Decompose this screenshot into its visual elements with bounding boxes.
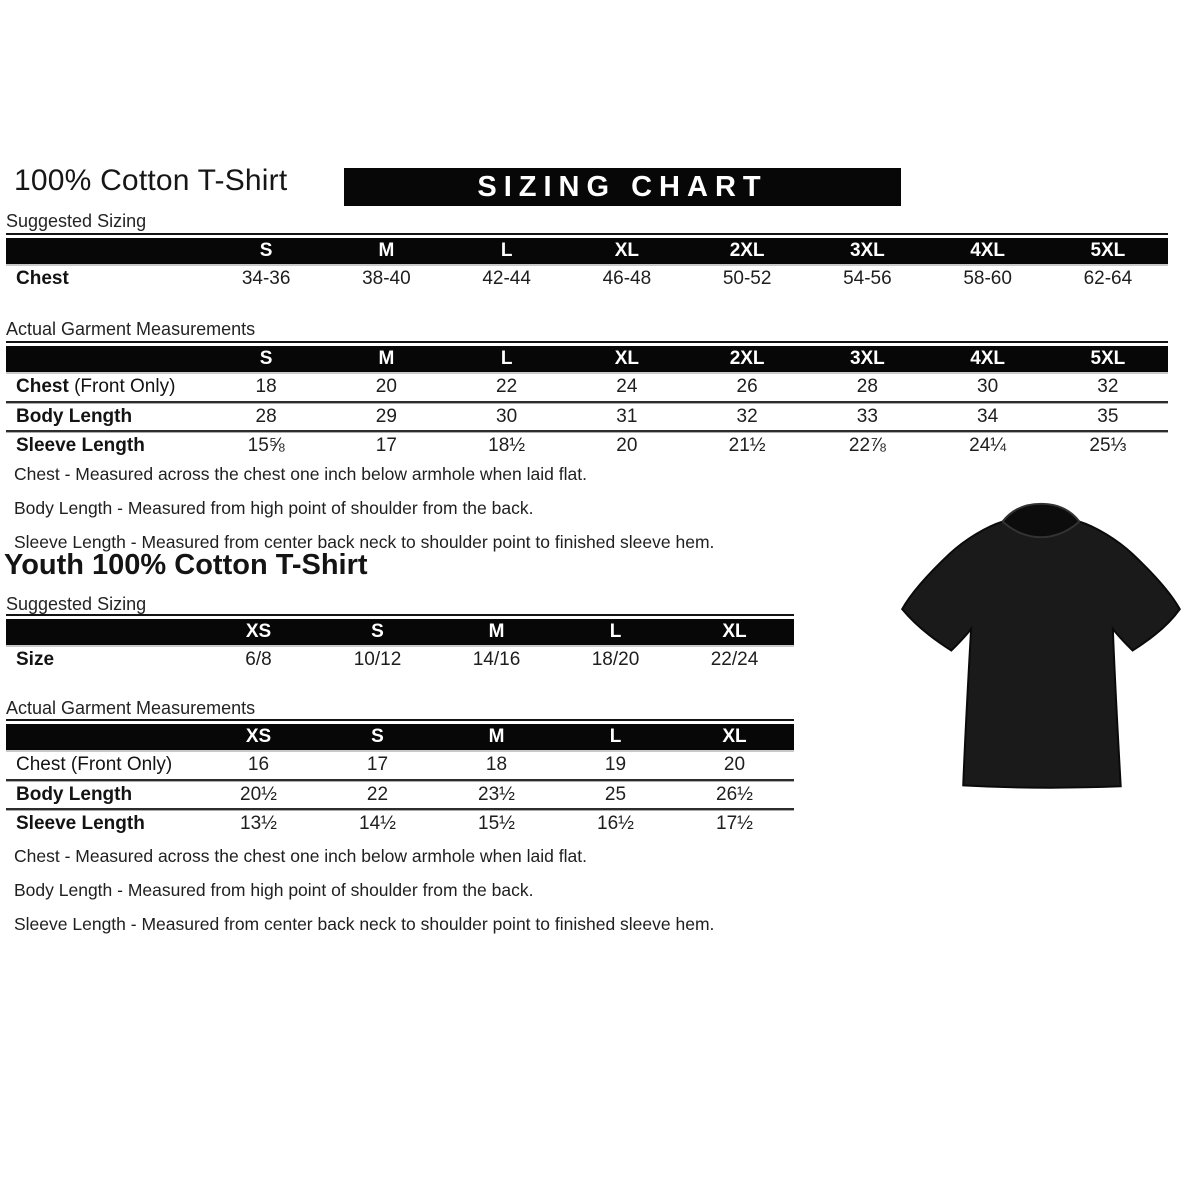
size-column-header: XL	[675, 724, 794, 750]
measurement-value: 14½	[318, 808, 437, 837]
size-column-header: S	[206, 346, 326, 372]
table-header-row	[6, 724, 794, 750]
size-column-header: 2XL	[687, 346, 807, 372]
measurement-value: 22	[318, 779, 437, 808]
youth-actual-table	[6, 724, 794, 837]
measurement-value: 25⅓	[1048, 430, 1168, 459]
tshirt-graphic	[890, 492, 1190, 807]
tshirt-body	[902, 522, 1180, 788]
measurement-value: 24	[616, 375, 638, 397]
row-label: Sleeve Length	[6, 808, 199, 837]
row-label: Chest (Front Only)	[16, 375, 176, 397]
note-chest: Chest - Measured across the chest one inch below armhole when laid flat.	[14, 846, 587, 866]
measurement-value: 17½	[675, 808, 794, 837]
sizing-chart-banner	[344, 168, 901, 206]
measurement-value: 18½	[447, 430, 567, 459]
note-sleeve-length: Sleeve Length - Measured from center back neck to shoulder point to finished sleeve hem.	[14, 914, 715, 934]
measurement-value: 16½	[556, 808, 675, 837]
note-body-length: Body Length - Measured from high point of shoulder from the back.	[14, 498, 534, 518]
measurement-value: 28	[856, 375, 878, 397]
measurement-value: 14/16	[472, 648, 521, 670]
corner-cell	[6, 724, 199, 750]
measurement-value: 30	[447, 401, 567, 430]
measurement-value: 20½	[199, 779, 318, 808]
banner-label: SIZING CHART	[477, 170, 768, 203]
table-header-row	[6, 346, 1168, 372]
size-column-header: S	[318, 619, 437, 645]
size-column-header: L	[556, 724, 675, 750]
adult-actual-table-wrap	[6, 341, 1168, 459]
corner-cell	[6, 346, 206, 372]
measurement-value: 28	[206, 401, 326, 430]
size-column-header: 3XL	[807, 346, 927, 372]
measurement-value: 17	[326, 430, 446, 459]
size-column-header: M	[437, 724, 556, 750]
note-chest: Chest - Measured across the chest one inch below armhole when laid flat.	[14, 464, 587, 484]
size-column-header: L	[447, 346, 567, 372]
measurement-value: 46-48	[602, 267, 652, 289]
size-column-header: L	[556, 619, 675, 645]
measurement-value: 18	[255, 375, 277, 397]
size-column-header: XL	[567, 346, 687, 372]
youth-suggested-table-wrap	[6, 614, 794, 674]
table-header-row	[6, 619, 794, 645]
note-sleeve-length: Sleeve Length - Measured from center back neck to shoulder point to finished sleeve hem.	[14, 532, 715, 552]
corner-cell	[6, 619, 199, 645]
measurement-value: 29	[326, 401, 446, 430]
row-label: Body Length	[6, 779, 199, 808]
row-label: Chest	[16, 267, 69, 289]
size-column-header: XL	[567, 238, 687, 264]
size-column-header: 4XL	[928, 238, 1048, 264]
table-row-chest	[6, 264, 1168, 293]
measurement-value: 26	[736, 375, 758, 397]
size-column-header: 4XL	[928, 346, 1048, 372]
size-column-header: M	[326, 238, 446, 264]
measurement-value: 15½	[437, 808, 556, 837]
measurement-value: 19	[604, 753, 627, 775]
measurement-value: 50-52	[722, 267, 772, 289]
measurement-value: 20	[723, 753, 746, 775]
measurement-value: 20	[375, 375, 397, 397]
youth-actual-table-wrap	[6, 719, 794, 837]
measurement-value: 22	[496, 375, 518, 397]
adult-suggested-sizing-label: Suggested Sizing	[6, 211, 147, 231]
size-column-header: XS	[199, 619, 318, 645]
size-column-header: L	[447, 238, 567, 264]
corner-cell	[6, 238, 206, 264]
size-column-header: XS	[199, 724, 318, 750]
measurement-value: 26½	[675, 779, 794, 808]
row-label: Sleeve Length	[6, 430, 206, 459]
note-body-length: Body Length - Measured from high point of shoulder from the back.	[14, 880, 534, 900]
size-column-header: S	[206, 238, 326, 264]
measurement-value: 34	[928, 401, 1048, 430]
measurement-value: 32	[1097, 375, 1119, 397]
page-title: 100% Cotton T-Shirt	[14, 164, 288, 197]
row-label: Size	[16, 648, 55, 670]
measurement-value: 42-44	[482, 267, 531, 289]
size-column-header: 5XL	[1048, 238, 1168, 264]
row-label: Body Length	[6, 401, 206, 430]
measurement-value: 38-40	[362, 267, 411, 289]
size-column-header: S	[318, 724, 437, 750]
measurement-value: 16	[247, 753, 270, 775]
table-row-chest	[6, 372, 1168, 401]
measurement-value: 24¼	[928, 430, 1048, 459]
measurement-value: 18	[485, 753, 508, 775]
measurement-value: 20	[567, 430, 687, 459]
youth-measurement-notes	[14, 846, 714, 948]
measurement-value: 23½	[437, 779, 556, 808]
measurement-value: 54-56	[843, 267, 892, 289]
table-row-sleeve-length	[6, 430, 1168, 459]
measurement-value: 35	[1048, 401, 1168, 430]
measurement-value: 30	[977, 375, 999, 397]
measurement-value: 34-36	[241, 267, 291, 289]
table-row-body-length	[6, 401, 1168, 430]
measurement-value: 32	[687, 401, 807, 430]
measurement-value: 17	[366, 753, 389, 775]
measurement-value: 15⅝	[206, 430, 326, 459]
measurement-value: 62-64	[1083, 267, 1133, 289]
measurement-value: 10/12	[353, 648, 402, 670]
measurement-value: 31	[567, 401, 687, 430]
table-header-row	[6, 238, 1168, 264]
size-column-header: 5XL	[1048, 346, 1168, 372]
size-column-header: 3XL	[807, 238, 927, 264]
table-row-sleeve-length	[6, 808, 794, 837]
adult-actual-table	[6, 346, 1168, 459]
measurement-value: 6/8	[245, 648, 272, 670]
adult-actual-measurements-label: Actual Garment Measurements	[6, 319, 256, 339]
youth-suggested-sizing-label: Suggested Sizing	[6, 594, 147, 614]
table-row-body-length	[6, 779, 794, 808]
size-column-header: M	[326, 346, 446, 372]
measurement-value: 13½	[199, 808, 318, 837]
measurement-value: 18/20	[591, 648, 640, 670]
youth-section-title: Youth 100% Cotton T-Shirt	[4, 549, 368, 581]
table-row-chest	[6, 750, 794, 779]
youth-actual-measurements-label: Actual Garment Measurements	[6, 698, 256, 718]
measurement-value: 22/24	[710, 648, 759, 670]
measurement-value: 22⅞	[807, 430, 927, 459]
measurement-value: 25	[556, 779, 675, 808]
youth-suggested-table	[6, 619, 794, 674]
size-column-header: M	[437, 619, 556, 645]
table-row-size	[6, 645, 794, 674]
adult-suggested-table	[6, 238, 1168, 293]
measurement-value: 58-60	[963, 267, 1012, 289]
tshirt-image	[890, 492, 1190, 807]
row-label: Chest (Front Only)	[16, 753, 173, 775]
measurement-value: 21½	[687, 430, 807, 459]
size-column-header: 2XL	[687, 238, 807, 264]
size-column-header: XL	[675, 619, 794, 645]
adult-suggested-table-wrap	[6, 233, 1168, 293]
measurement-value: 33	[807, 401, 927, 430]
